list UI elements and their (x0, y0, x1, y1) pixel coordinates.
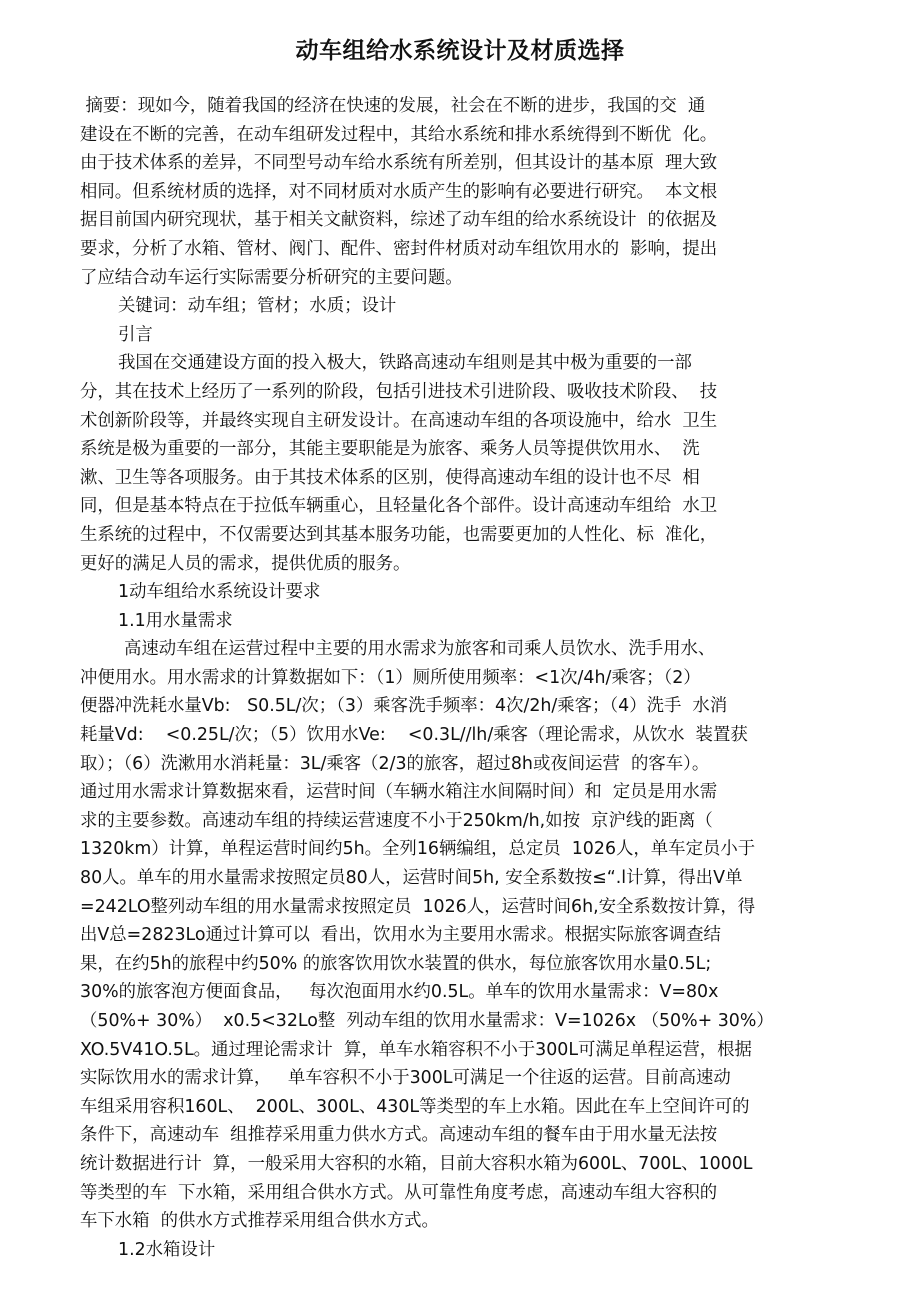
abstract-line: 由于技术体系的差异，不同型号动车给水系统有所差别，但其设计的基本原 理大致 (80, 153, 718, 174)
heading-introduction: 引言 (118, 324, 153, 345)
paragraph-line: 1320km）计算，单程运营时间约5h。全列16辆编组，总定员 1026人，单车定员小于 (80, 839, 756, 860)
paragraph-line: 便器冲洗耗水量Vb: S0.5L/次；（3）乘客洗手频率：4次/2h/乘客；（4）洗手 水消 (80, 696, 728, 717)
paragraph-line: XO.5V41O.5L。通过理论需求计 算，单车水箱容积不小于300L可满足单程运营，根据 (80, 1039, 752, 1060)
paragraph-line: =242LO整列动车组的用水量需求按照定员 1026人，运营时间6h,安全系数按计算，得 (80, 896, 756, 917)
paragraph-line: 30%的旅客泡方便面食品， 每次泡面用水约0.5L。单车的饮用水量需求：V=80x (80, 982, 719, 1003)
paragraph-line: 同，但是基本特点在于拉低车辆重心，且轻量化各个部件。设计高速动车组给 水卫 (80, 496, 718, 517)
heading-section-1-2: 1.2水箱设计 (118, 1239, 216, 1260)
paragraph-line: 果，在约5h的旅程中约50% 的旅客饮用饮水装置的供水，每位旅客饮用水量0.5L; (80, 953, 712, 974)
paragraph-line: 高速动车组在运营过程中主要的用水需求为旅客和司乘人员饮水、洗手用水、 (124, 639, 716, 660)
paragraph-line: 统计数据进行计 算，一般采用大容积的水箱，目前大容积水箱为600L、700L、1000L (80, 1153, 753, 1174)
paragraph-line: 求的主要参数。高速动车组的持续运营速度不小于250km/h,如按 京沪线的距离（ (80, 810, 713, 831)
paragraph-line: 等类型的车 下水箱，采用组合供水方式。从可靠性角度考虑，高速动车组大容积的 (80, 1182, 718, 1203)
abstract-line: 据目前国内研究现状，基于相关文献资料，综述了动车组的给水系统设计 的依据及 (80, 210, 718, 231)
paragraph-line: 分，其在技术上经历了一系列的阶段，包括引进技术引进阶段、吸收技术阶段、 技 (80, 381, 718, 402)
abstract-line: 摘要：现如今，随着我国的经济在快速的发展，社会在不断的进步，我国的交 通 (80, 96, 706, 116)
abstract-line: 相同。但系统材质的选择，对不同材质对水质产生的影响有必要进行研究。 本文根 (80, 181, 718, 202)
abstract-line: 要求，分析了水箱、管材、阀门、配件、密封件材质对动车组饮用水的 影响，提出 (80, 238, 718, 259)
paragraph-line: 通过用水需求计算数据來看，运营时间（车辆水箱注水间隔时间）和 定员是用水需 (80, 782, 718, 803)
paragraph-line: 漱、卫生等各项服务。由于其技术体系的区别，使得高速动车组的设计也不尽 相 (80, 467, 700, 488)
paragraph-line: 术创新阶段等，并最终实现自主研发设计。在高速动车组的各项设施中，给水 卫生 (80, 410, 718, 431)
paragraph-line: 我国在交通建设方面的投入极大，铁路高速动车组则是其中极为重要的一部 (118, 353, 692, 374)
paragraph-line: 条件下，高速动车 组推荐采用重力供水方式。高速动车组的餐车由于用水量无法按 (80, 1125, 718, 1146)
paragraph-line: 更好的满足人员的需求，提供优质的服务。 (80, 553, 411, 574)
abstract-line: 建设在不断的完善，在动车组研发过程中，其给水系统和排水系统得到不断优 化。 (80, 124, 718, 145)
paragraph-line: 出V总=2823Lo通过计算可以 看出，饮用水为主要用水需求。根据实际旅客调查结 (80, 925, 721, 946)
paragraph-line: 生系统的过程中，不仅需要达到其基本服务功能，也需要更加的人性化、标 准化， (80, 524, 718, 545)
heading-section-1-1: 1.1用水量需求 (118, 610, 233, 631)
document-body (80, 92, 850, 1264)
paragraph-line: 耗量Vd: <0.25L/次；（5）饮用水Ve: <0.3L//lh/乘客（理论需求，从饮水 装置获 (80, 725, 748, 746)
paragraph-line: 80人。单车的用水量需求按照定员80人，运营时间5h, 安全系数按≤“.l计算，得出V单 (80, 868, 743, 889)
keywords-line: 关键词：动车组；管材；水质；设计 (118, 296, 397, 317)
paragraph-line: 实际饮用水的需求计算， 单车容积不小于300L可满足一个往返的运营。目前高速动 (80, 1068, 731, 1089)
abstract-line: 了应结合动车运行实际需要分析研究的主要问题。 (80, 267, 463, 288)
paragraph-line: 取）；（6）洗漱用水消耗量：3L/乘客（2/3的旅客，超过8h或夜间运营 的客车）。 (80, 753, 710, 774)
heading-section-1: 1动车组给水系统设计要求 (118, 582, 321, 603)
document-title: 动车组给水系统设计及材质选择 (295, 38, 625, 64)
paragraph-line: 车组采用容积160L、 200L、300L、430L等类型的车上水箱。因此在车上空间许可的 (80, 1096, 750, 1117)
paragraph-line: 冲便用水。用水需求的计算数据如下：（1）厕所使用频率：<1次/4h/乘客；（2） (80, 667, 701, 688)
paragraph-line: （50%+ 30%） x0.5<32Lo整 列动车组的饮用水量需求：V=1026x （50%+ 30%） (80, 1011, 774, 1031)
paragraph-line: 车下水箱 的供水方式推荐采用组合供水方式。 (80, 1211, 439, 1232)
paragraph-line: 系统是极为重要的一部分，其能主要职能是为旅客、乘务人员等提供饮用水、 洗 (80, 439, 700, 460)
